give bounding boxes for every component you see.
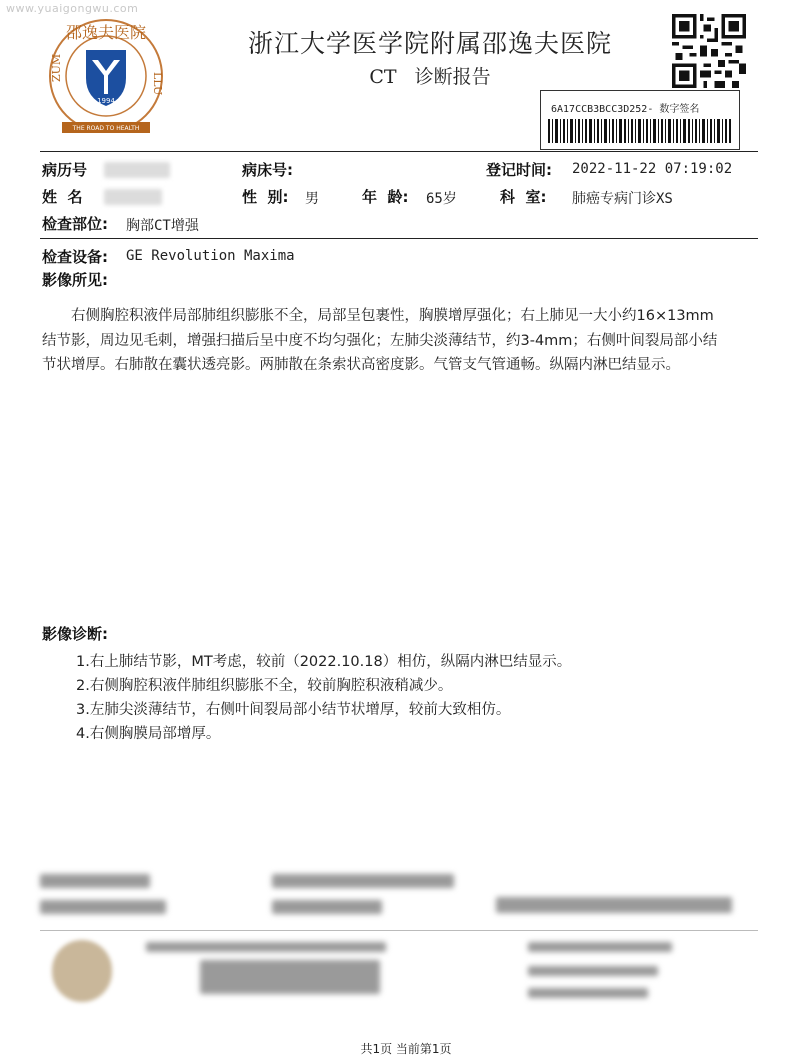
logo-left-letters: ZUM [50, 53, 63, 82]
logo-right-letters: LLU [151, 72, 164, 96]
hospital-logo [40, 16, 172, 138]
logo-arc-text: 邵逸夫医院 [65, 23, 147, 42]
device-label: 检查设备: [42, 248, 108, 266]
redacted-report-date [272, 874, 454, 888]
device-value: GE Revolution Maxima [126, 248, 295, 264]
record-no-redacted [104, 162, 170, 178]
footer-divider [40, 930, 758, 931]
logo-year: 1994 [97, 97, 115, 105]
record-no-label: 病历号 [42, 161, 88, 179]
redacted-signature-reporter [40, 874, 150, 888]
exam-site-value: 胸部CT增强 [126, 218, 199, 234]
page-info: 共1页 当前第1页 [360, 1042, 452, 1056]
redacted-footer-barcode [200, 960, 380, 994]
redacted-footer-contact-3 [528, 988, 648, 998]
dept-value: 肺癌专病门诊XS [572, 191, 673, 207]
age-value: 65岁 [426, 191, 457, 207]
header-divider [40, 151, 758, 152]
hospital-name: 浙江大学医学院附属邵逸夫医院 [247, 29, 612, 58]
diagnosis-item: 2.右侧胸腔积液伴肺组织膨胀不全，较前胸腔积液稍减少。 [76, 678, 453, 694]
diagnosis-item: 3.左肺尖淡薄结节，右侧叶间裂局部小结节状增厚，较前大致相仿。 [76, 702, 511, 718]
site-watermark: www.yuaigongwu.com [6, 2, 139, 15]
redacted-footer-text [146, 942, 386, 952]
qr-code [672, 14, 746, 88]
name-label: 姓 名 [42, 188, 83, 206]
gender-label: 性 别: [242, 188, 289, 206]
redacted-audit-date [272, 900, 382, 914]
reg-time-value: 2022-11-22 07:19:02 [572, 161, 733, 177]
redacted-footer-contact-1 [528, 942, 672, 952]
reg-time-label: 登记时间: [486, 161, 552, 179]
barcode [548, 119, 732, 143]
signature-code: 6A17CCB3BCC3D252- 数字签名 [551, 104, 700, 115]
findings-text: 右侧胸腔积液伴局部肺组织膨胀不全，局部呈包裹性，胸膜增厚强化；右上肺见一大小约16×13mm结节影，周边见毛刺，增强扫描后呈中度不均匀强化；左肺尖淡薄结节，约3-4mm；右侧叶间裂局部小结节状增厚。右肺散在囊状透亮影。两肺散在条索状高密度影。气管支气管通畅。纵隔内淋巴结显示。 [42, 308, 718, 373]
redacted-signature-auditor [40, 900, 166, 914]
report-title: CT 诊断报告 [369, 66, 491, 88]
findings-label: 影像所见: [42, 271, 108, 289]
diagnosis-item: 4.右侧胸膜局部增厚。 [76, 726, 221, 742]
age-label: 年 龄: [362, 188, 409, 206]
gender-value: 男 [305, 191, 319, 207]
dept-label: 科 室: [500, 188, 547, 206]
redacted-disclaimer [496, 897, 732, 913]
redacted-footer-logo [52, 940, 112, 1002]
diagnosis-item: 1.右上肺结节影，MT考虑，较前（2022.10.18）相仿，纵隔内淋巴结显示。 [76, 654, 572, 670]
fields-divider [40, 238, 758, 239]
logo-motto: THE ROAD TO HEALTH [72, 125, 140, 132]
bed-no-label: 病床号: [242, 161, 293, 179]
redacted-footer-contact-2 [528, 966, 658, 976]
exam-site-label: 检查部位: [42, 215, 108, 233]
diagnosis-label: 影像诊断: [42, 625, 108, 643]
name-redacted [104, 189, 162, 205]
